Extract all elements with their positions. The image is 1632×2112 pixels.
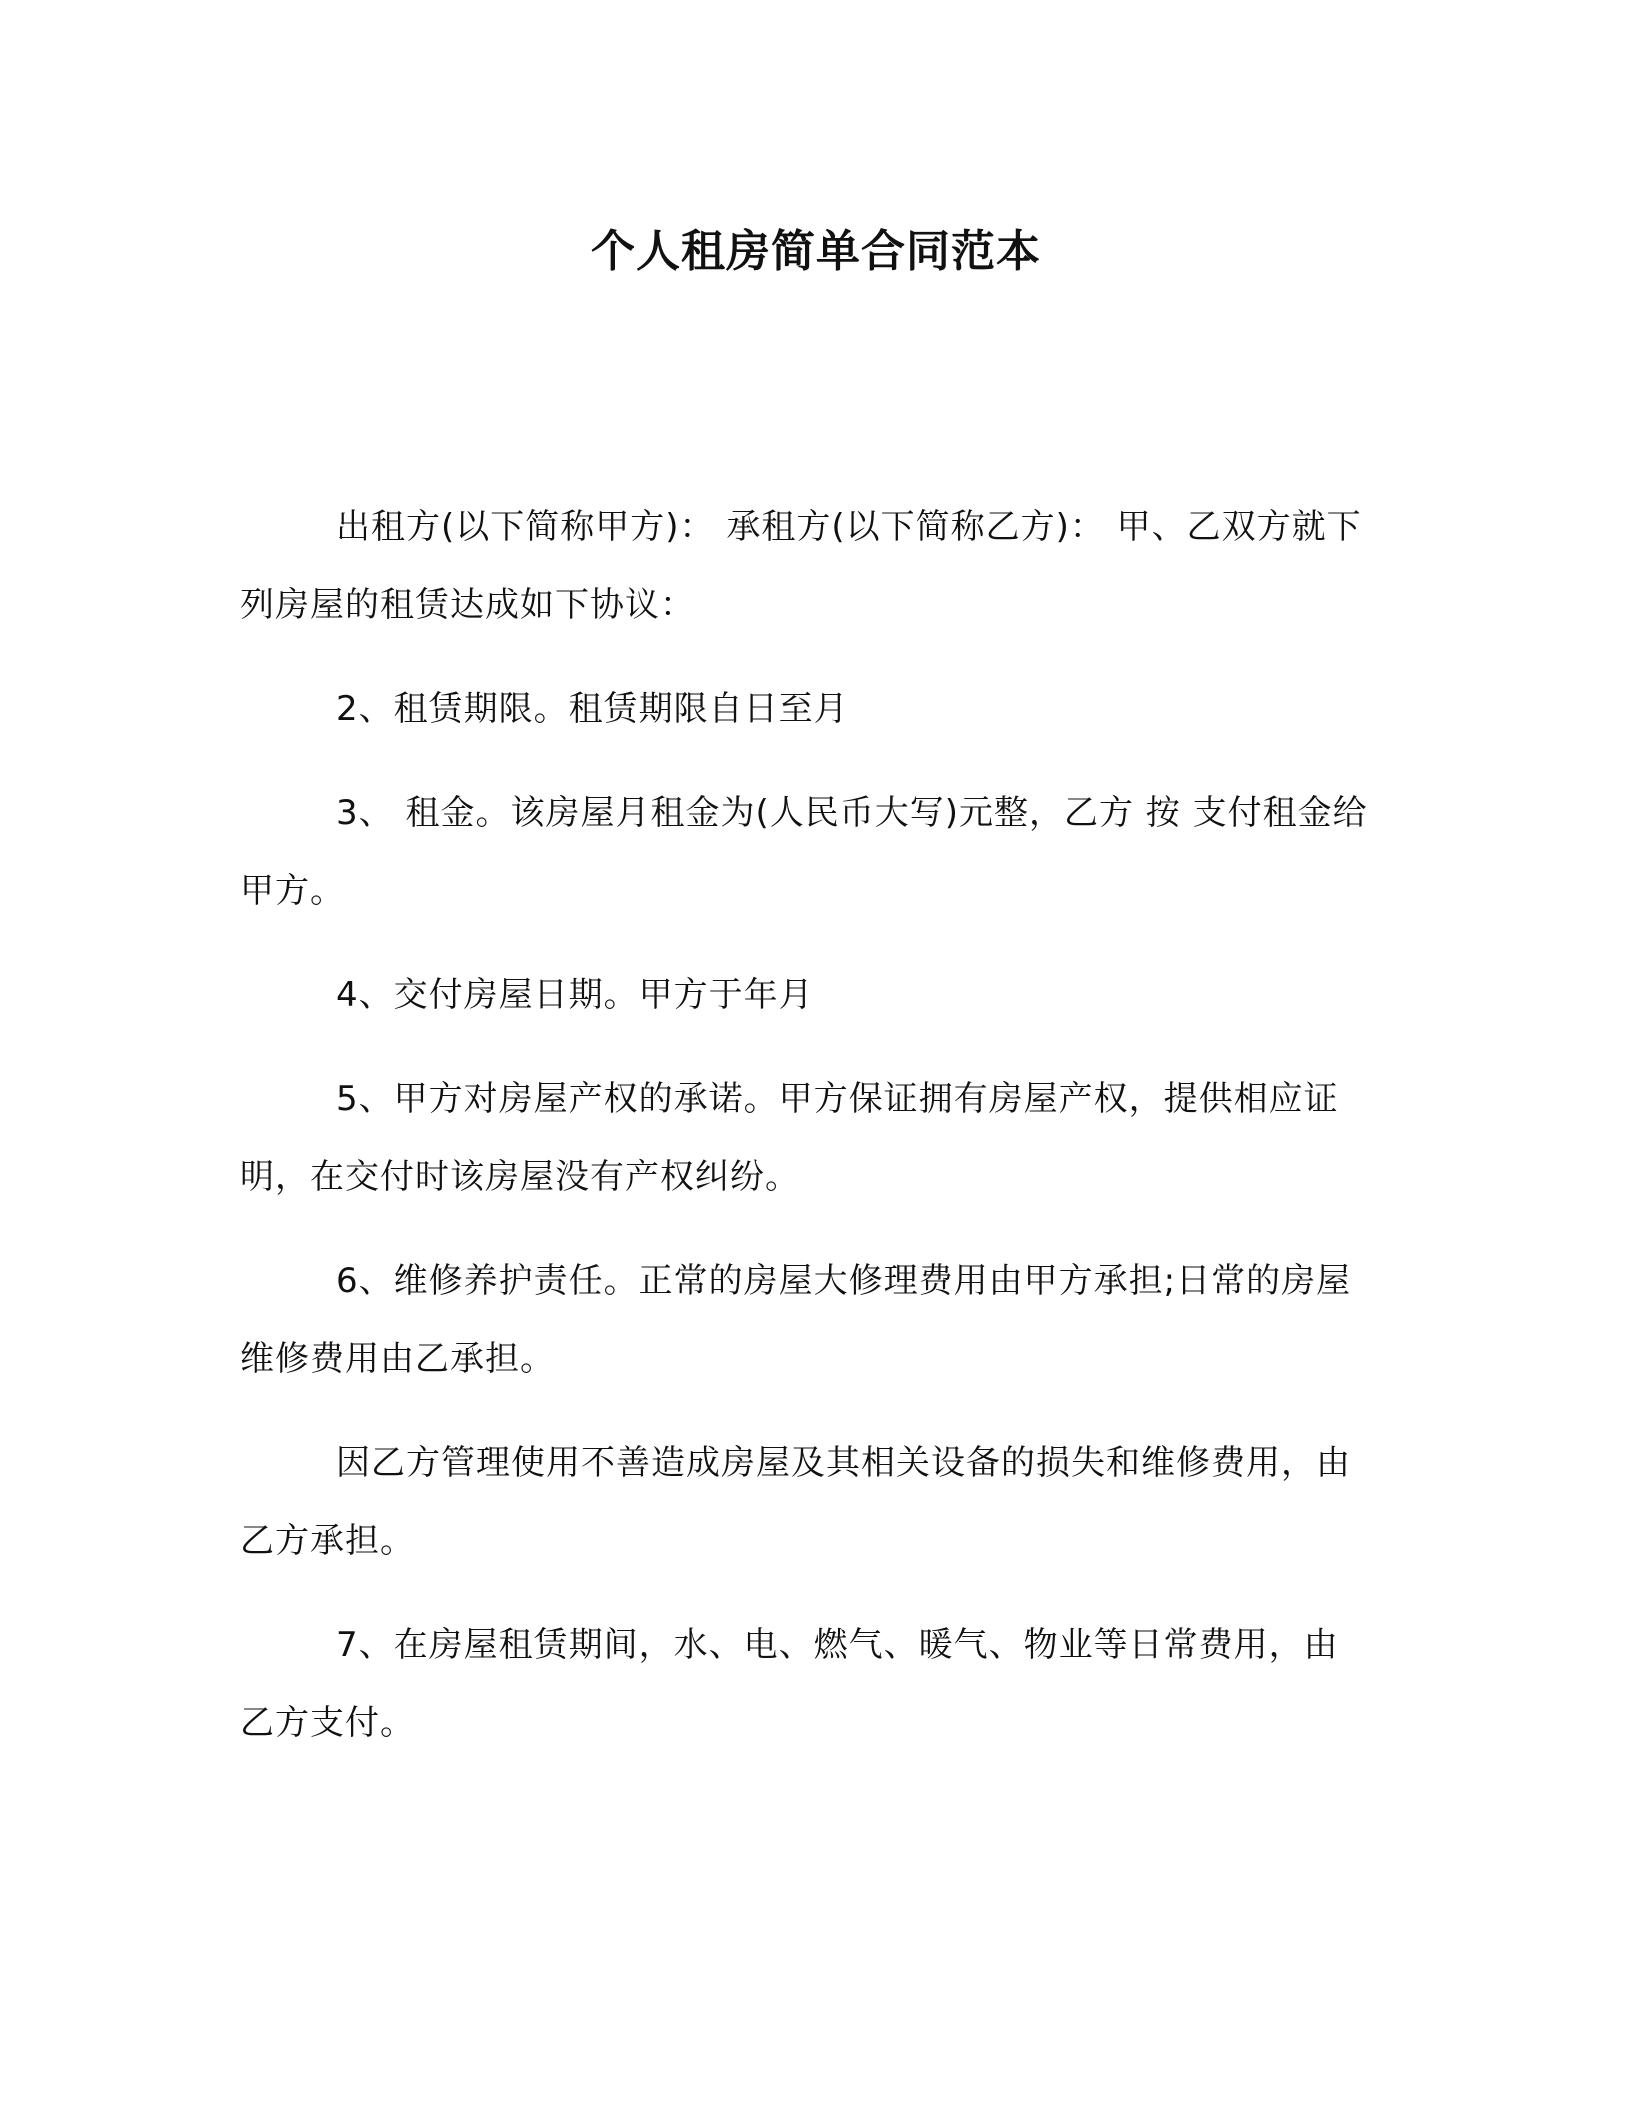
document-title: 个人租房简单合同范本 bbox=[591, 226, 1041, 277]
paragraph-utilities: 7、在房屋租赁期间，水、电、燃气、暖气、物业等日常费用，由乙方支付。 bbox=[240, 1625, 1339, 1743]
paragraph-property-rights: 5、甲方对房屋产权的承诺。甲方保证拥有房屋产权，提供相应证明，在交付时该房屋没有产权纠纷。 bbox=[240, 1079, 1339, 1197]
paragraph-delivery-date: 4、交付房屋日期。甲方于年月 bbox=[336, 975, 814, 1015]
paragraph-rent: 3、 租金。该房屋月租金为(人民币大写)元整，乙方 按 支付租金给甲方。 bbox=[240, 793, 1368, 911]
paragraph-lease-term: 2、租赁期限。租赁期限自日至月 bbox=[336, 689, 849, 729]
document-body bbox=[240, 488, 1370, 1788]
paragraph-parties: 出租方(以下简称甲方)： 承租方(以下简称乙方)： 甲、乙双方就下列房屋的租赁达成如下协议： bbox=[240, 507, 1362, 625]
paragraph-maintenance: 6、维修养护责任。正常的房屋大修理费用由甲方承担;日常的房屋维修费用由乙承担。 bbox=[240, 1261, 1352, 1379]
paragraph-damage-responsibility: 因乙方管理使用不善造成房屋及其相关设备的损失和维修费用，由乙方承担。 bbox=[240, 1443, 1351, 1561]
